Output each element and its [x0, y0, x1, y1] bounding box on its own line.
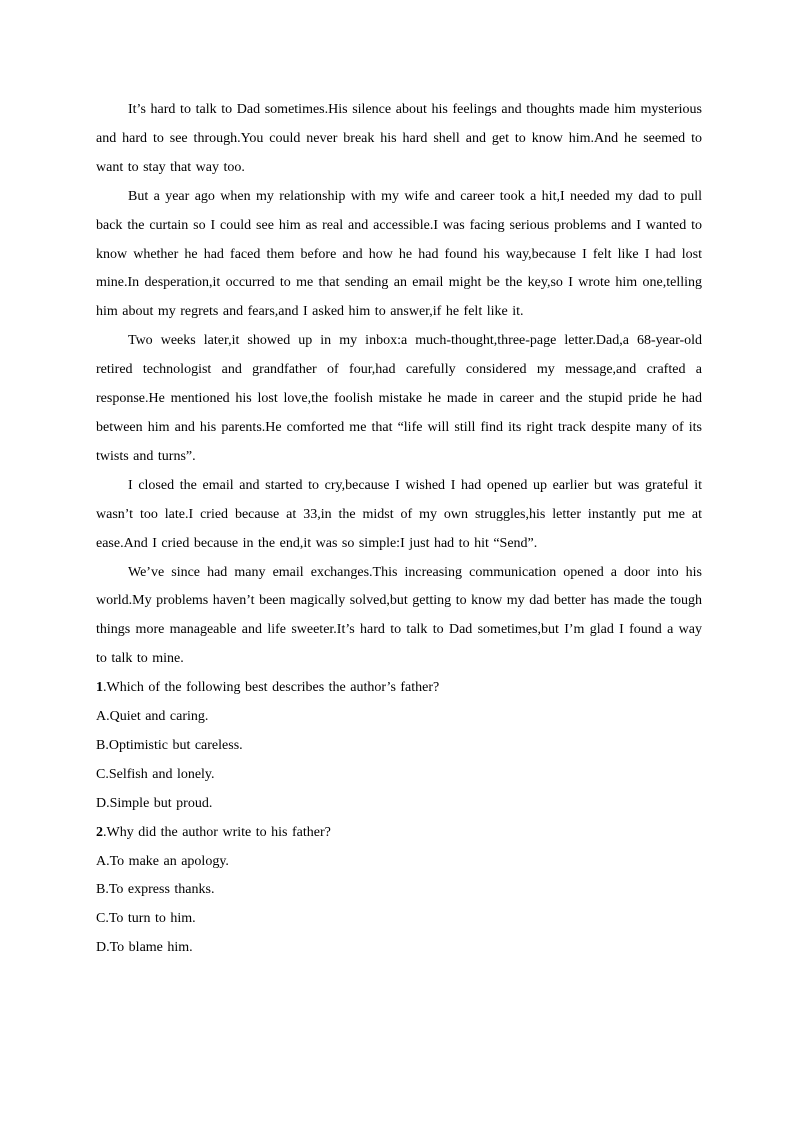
option-b: B.To express thanks.: [96, 882, 215, 898]
option-d: D.To blame him.: [96, 940, 193, 956]
document-page: [96, 96, 702, 963]
passage-paragraph-4: I closed the email and started to cry,because I wished I had opened up earlier but was grateful it wasn’t too late.I cried because at 33,in the midst of my own struggles,his letter instantly put me at ease.And I cried because in the end,it was so simple:I just had to hit “Send”.: [96, 477, 702, 551]
passage-paragraph-2: But a year ago when my relationship with my wife and career took a hit,I needed my dad to pull back the curtain so I could see him as real and accessible.I was facing serious problems and I wanted to know whether he had faced them before and how he had found his way,because I felt like I had lost mine.In desperation,it occurred to me that sending an email might be the key,so I wrote him one,telling him about my regrets and fears,and I asked him to answer,if he felt like it.: [96, 188, 702, 320]
passage-paragraph-5: We’ve since had many email exchanges.This increasing communication opened a door into his world.My problems haven’t been magically solved,but getting to know my dad better has made the tough things more manageable and life sweeter.It’s hard to talk to Dad sometimes,but I’m glad I found a way to talk to mine.: [96, 564, 702, 667]
question-2: [96, 819, 702, 964]
question-stem: [96, 819, 702, 848]
option-d: D.Simple but proud.: [96, 795, 213, 811]
question-number: 1: [96, 680, 103, 696]
option-a: A.Quiet and caring.: [96, 709, 209, 725]
question-number: 2: [96, 824, 103, 840]
passage-paragraph-3: Two weeks later,it showed up in my inbox:a much-thought,three-page letter.Dad,a 68-year-old retired technologist and grandfather of four,had carefully considered my message,and crafted a response.He mentioned his lost love,the foolish mistake he made in career and the stupid pride he had between him and his parents.He comforted me that “life will still find its right track despite many of its twists and turns”.: [96, 333, 702, 464]
option-a: A.To make an apology.: [96, 853, 229, 869]
option-b: B.Optimistic but careless.: [96, 737, 243, 753]
passage: [96, 96, 702, 674]
option-c: C.Selfish and lonely.: [96, 766, 215, 782]
option-c: C.To turn to him.: [96, 911, 196, 927]
question-stem: [96, 674, 702, 703]
question-1: [96, 674, 702, 819]
question-text: .Why did the author write to his father?: [103, 824, 331, 840]
passage-paragraph-1: It’s hard to talk to Dad sometimes.His silence about his feelings and thoughts made him mysterious and hard to see through.You could never break his hard shell and get to know him.And he seemed to want to stay that way too.: [96, 102, 702, 175]
question-text: .Which of the following best describes the author’s father?: [103, 680, 440, 696]
